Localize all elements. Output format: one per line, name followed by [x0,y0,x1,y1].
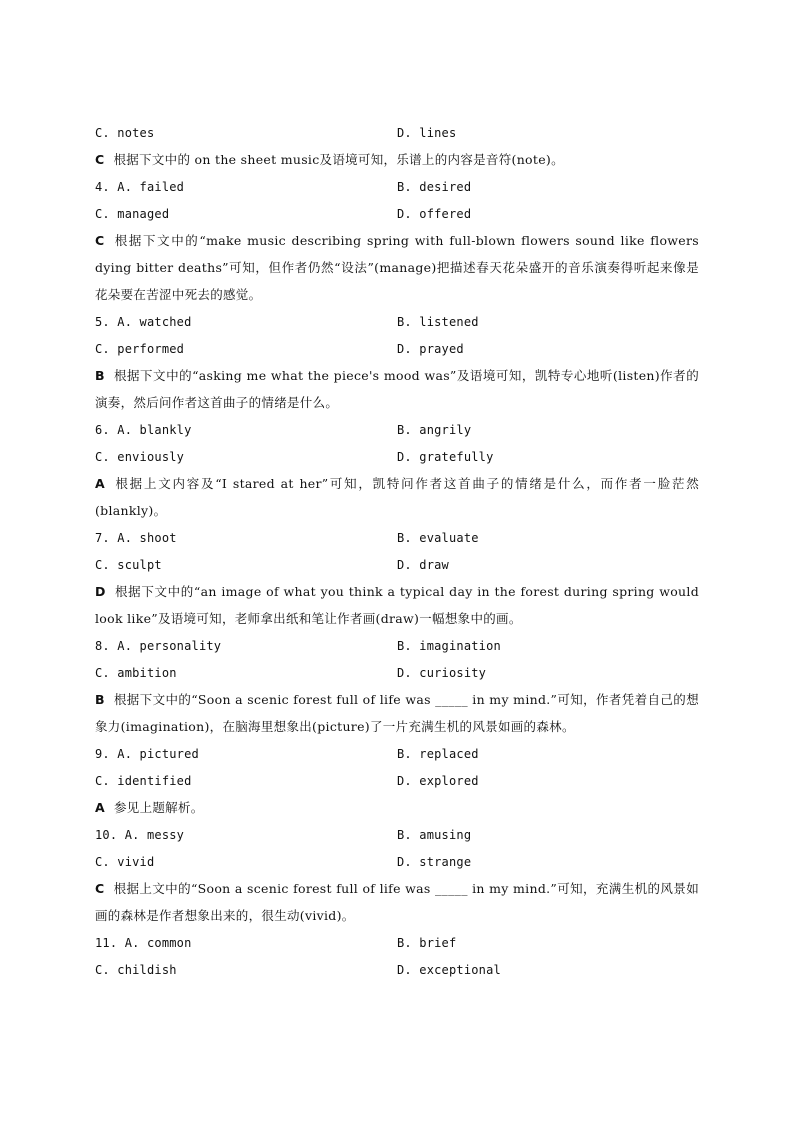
option-row [95,740,699,767]
answer-letter: A [95,476,105,491]
option-row [95,335,699,362]
explanation-paragraph [95,470,699,524]
explanation-paragraph [95,227,699,308]
option-row [95,200,699,227]
answer-letter: C [95,881,105,896]
option-row [95,929,699,956]
explanation-text: 根据下文中的“an image of what you think a typical day in the forest during spring would look like”及语境可知，老师拿出纸和笔让作者画(draw)一幅想象中的画。 [95,584,699,626]
option-left: C. vivid [95,854,155,869]
explanation-paragraph [95,875,699,929]
explanation-text: 根据下文中的“make music describing spring with full-blown flowers sound like flowers dying bitter deaths”可知，但作者仍然“设法”(manage)把描述春天花朵盛开的音乐演奏得听起来像是花朵要在苦涩中死去的感觉。 [95,233,699,302]
explanation-text: 根据上文中的“Soon a scenic forest full of life was _____ in my mind.”可知，充满生机的风景如画的森林是作者想象出来的，很生动(vivid)。 [95,881,699,923]
option-right: B. amusing [397,827,472,842]
explanation-text: 根据下文中的“asking me what the piece's mood was”及语境可知，凯特专心地听(listen)作者的演奏，然后问作者这首曲子的情绪是什么。 [95,368,699,410]
option-right: B. listened [397,314,479,329]
option-right: D. draw [397,557,449,572]
option-right: D. strange [397,854,472,869]
explanation-text: 根据下文中的“Soon a scenic forest full of life was _____ in my mind.”可知，作者凭着自己的想象力(imagination)，在脑海里想象出(picture)了一片充满生机的风景如画的森林。 [95,692,699,734]
option-row [95,632,699,659]
option-row [95,524,699,551]
answer-key-content [95,119,699,983]
option-left: 4. A. failed [95,179,185,194]
option-left: C. enviously [95,449,185,464]
option-left: 9. A. pictured [95,746,199,761]
answer-letter: B [95,692,105,707]
option-row [95,308,699,335]
explanation-paragraph [95,794,699,821]
option-row [95,119,699,146]
explanation-text: 参见上题解析。 [113,800,204,815]
option-right: D. lines [397,125,457,140]
explanation-text: 根据上文内容及“I stared at her”可知，凯特问作者这首曲子的情绪是什么，而作者一脸茫然(blankly)。 [95,476,699,518]
option-row [95,659,699,686]
explanation-paragraph [95,578,699,632]
answer-letter: A [95,800,105,815]
option-left: 11. A. common [95,935,192,950]
answer-letter: C [95,152,105,167]
option-right: B. replaced [397,746,479,761]
option-right: D. curiosity [397,665,487,680]
explanation-paragraph [95,146,699,173]
explanation-text: 根据下文中的 on the sheet music及语境可知，乐谱上的内容是音符(note)。 [113,152,564,167]
option-left: 8. A. personality [95,638,222,653]
option-left: C. identified [95,773,192,788]
option-right: D. offered [397,206,472,221]
option-right: D. prayed [397,341,464,356]
answer-letter: C [95,233,105,248]
option-left: C. notes [95,125,155,140]
option-row [95,821,699,848]
explanation-paragraph [95,362,699,416]
option-left: C. managed [95,206,170,221]
option-left: C. sculpt [95,557,162,572]
option-row [95,767,699,794]
option-row [95,173,699,200]
option-left: 7. A. shoot [95,530,177,545]
option-row [95,956,699,983]
option-left: C. performed [95,341,185,356]
option-row [95,443,699,470]
option-right: B. angrily [397,422,472,437]
option-right: D. exceptional [397,962,501,977]
answer-letter: B [95,368,105,383]
option-left: 6. A. blankly [95,422,192,437]
option-right: B. evaluate [397,530,479,545]
option-left: 5. A. watched [95,314,192,329]
option-left: C. childish [95,962,177,977]
option-row [95,416,699,443]
option-right: B. desired [397,179,472,194]
explanation-paragraph [95,686,699,740]
option-left: C. ambition [95,665,177,680]
option-row [95,551,699,578]
answer-letter: D [95,584,106,599]
option-right: B. imagination [397,638,501,653]
option-left: 10. A. messy [95,827,185,842]
option-right: B. brief [397,935,457,950]
option-row [95,848,699,875]
option-right: D. gratefully [397,449,494,464]
option-right: D. explored [397,773,479,788]
